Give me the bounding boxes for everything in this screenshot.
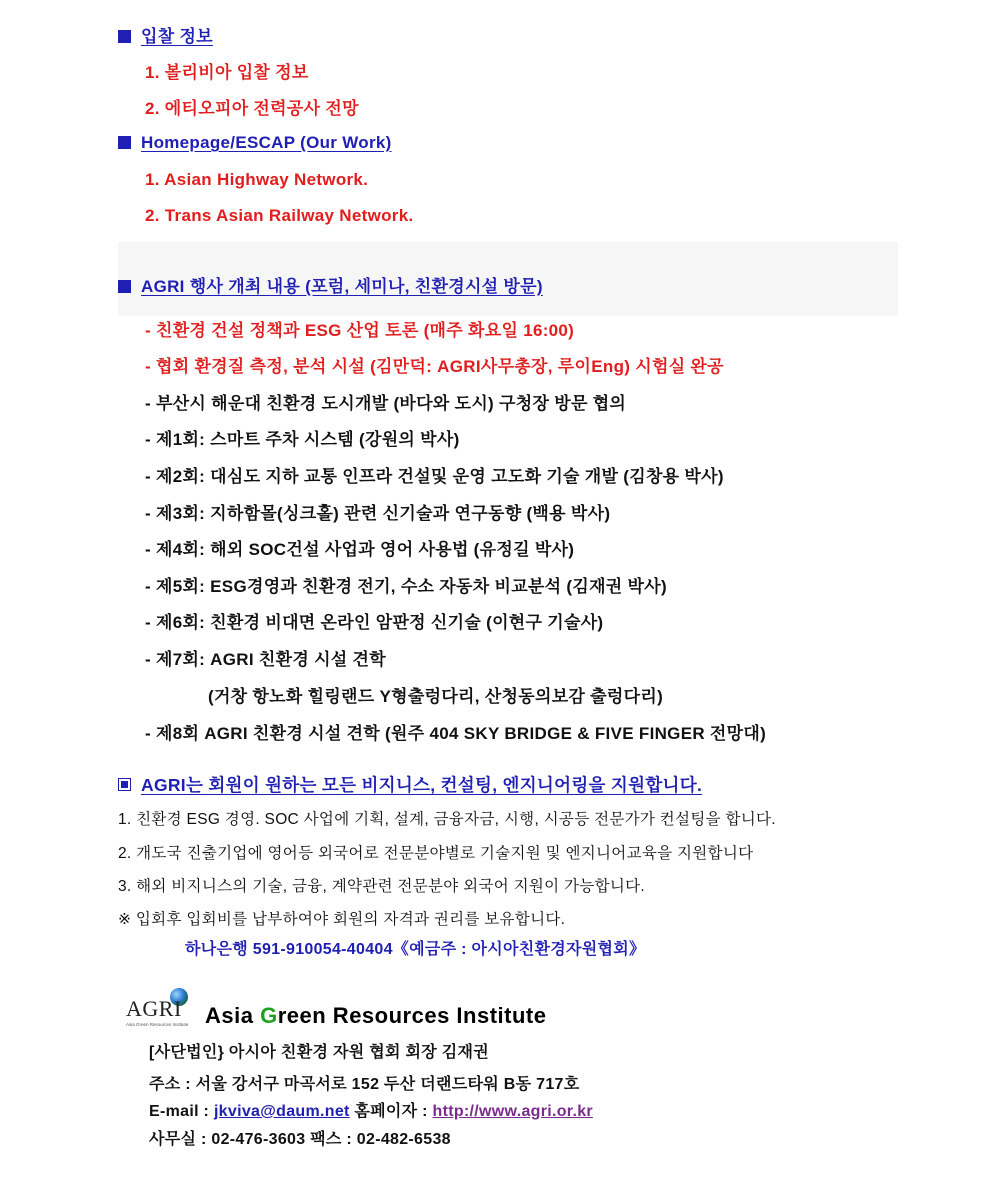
- homepage-item-2[interactable]: 2. Trans Asian Railway Network.: [145, 206, 414, 225]
- event-item: - 친환경 건설 정책과 ESG 산업 토론 (매주 화요일 16:00): [145, 321, 575, 340]
- institute-name: Asia Green Resources Institute: [205, 1003, 547, 1028]
- support-item-1: 1. 친환경 ESG 경영. SOC 사업에 기획, 설계, 금융자금, 시행, 시공등 전문가가 컨설팅을 합니다.: [118, 811, 776, 828]
- org-name: [사단법인} 아시아 친환경 자원 협회 회장 김재권: [149, 1044, 489, 1061]
- phone-fax: 사무실 : 02-476-3603 팩스 : 02-482-6538: [149, 1131, 451, 1148]
- contact-line: E-mail : jkviva@daum.net 홈페이자 : http://www.agri.or.kr: [149, 1103, 593, 1120]
- event-item: - 제8회 AGRI 친환경 시설 견학 (원주 404 SKY BRIDGE & FIVE FINGER 전망대): [145, 724, 767, 743]
- bid-item-1[interactable]: 1. 볼리비아 입찰 정보: [145, 63, 309, 82]
- event-item-sub: (거창 항노화 힐링랜드 Y형출렁다리, 산청동의보감 출렁다리): [208, 687, 664, 706]
- logo-text: AGRI: [126, 996, 182, 1021]
- event-item: - 제4회: 해외 SOC건설 사업과 영어 사용법 (유정길 박사): [145, 540, 575, 559]
- event-item: - 제1회: 스마트 주차 시스템 (강원의 박사): [145, 430, 460, 449]
- agri-logo: [126, 988, 190, 1030]
- square-bullet-icon: [118, 280, 131, 293]
- square-outline-bullet-icon: [118, 778, 131, 791]
- event-item: - 제7회: AGRI 친환경 시설 견학: [145, 650, 386, 669]
- event-item: - 제2회: 대심도 지하 교통 인프라 건설및 운영 고도화 기술 개발 (김창용 박사): [145, 467, 724, 486]
- event-item: - 제3회: 지하함몰(싱크홀) 관련 신기술과 연구동향 (백용 박사): [145, 504, 611, 523]
- section-header-homepage[interactable]: Homepage/ESCAP (Our Work): [118, 133, 392, 153]
- bank-account: 하나은행 591-910054-40404《예금주 : 아시아친환경자원협회》: [185, 941, 646, 958]
- event-item: - 제6회: 친환경 비대면 온라인 암판정 신기술 (이현구 기술사): [145, 613, 604, 632]
- event-item: - 제5회: ESG경영과 친환경 전기, 수소 자동차 비교분석 (김재권 박사): [145, 577, 667, 596]
- email-link[interactable]: jkviva@daum.net: [213, 1103, 350, 1120]
- square-bullet-icon: [118, 30, 131, 43]
- square-bullet-icon: [118, 136, 131, 149]
- section-header-bid[interactable]: 입찰 정보: [118, 22, 213, 47]
- logo-subtext: Asia Green Resources Institute: [126, 1022, 189, 1027]
- membership-note: ※ 입회후 입회비를 납부하여야 회원의 자격과 권리를 보유합니다.: [118, 911, 566, 928]
- support-item-3: 3. 해외 비지니스의 기술, 금융, 계약관련 전문분야 외국어 지원이 가능합니다.: [118, 878, 645, 895]
- event-item: - 협회 환경질 측정, 분석 시설 (김만덕: AGRI사무총장, 루이Eng) 시험실 완공: [145, 357, 724, 376]
- section-header-support: AGRI는 회원이 원하는 모든 비지니스, 컨설팅, 엔지니어링을 지원합니다.: [118, 772, 702, 797]
- homepage-link[interactable]: http://www.agri.or.kr: [432, 1103, 593, 1120]
- event-item: - 부산시 해운대 친환경 도시개발 (바다와 도시) 구청장 방문 협의: [145, 394, 627, 413]
- support-item-2: 2. 개도국 진출기업에 영어등 외국어로 전문분야별로 기술지원 및 엔지니어교육을 지원합니다: [118, 845, 754, 862]
- section-header-events[interactable]: AGRI 행사 개최 내용 (포럼, 세미나, 친환경시설 방문): [118, 272, 543, 297]
- address: 주소 : 서울 강서구 마곡서로 152 두산 더랜드타워 B동 717호: [149, 1076, 580, 1093]
- homepage-item-1[interactable]: 1. Asian Highway Network.: [145, 170, 369, 189]
- bid-item-2[interactable]: 2. 에티오피아 전력공사 전망: [145, 99, 359, 118]
